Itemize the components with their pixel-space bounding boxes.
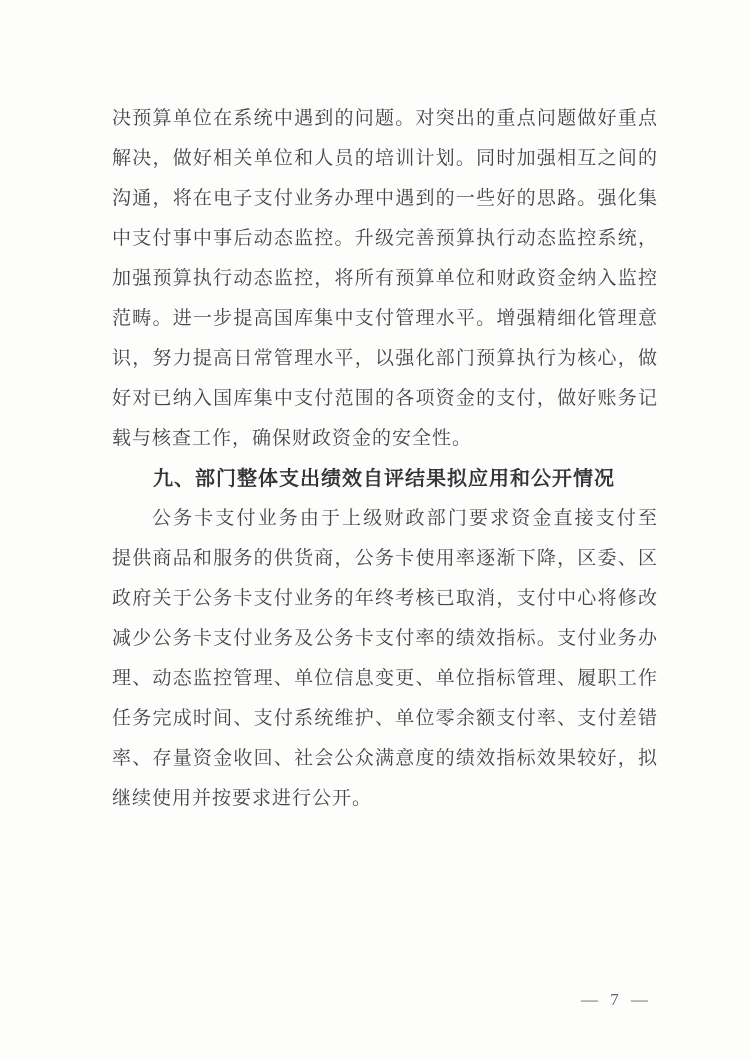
text-line: 范畴。进一步提高国库集中支付管理水平。增强精细化管理意 xyxy=(112,308,658,329)
section-heading: 九、部门整体支出绩效自评结果拟应用和公开情况 xyxy=(153,468,615,490)
text-line: 公务卡支付业务由于上级财政部门要求资金直接支付至 xyxy=(152,508,658,529)
text-line: 加强预算执行动态监控，将所有预算单位和财政资金纳入监控 xyxy=(112,268,658,289)
text-line: 提供商品和服务的供货商，公务卡使用率逐渐下降，区委、区 xyxy=(112,548,658,569)
text-line: 好对已纳入国库集中支付范围的各项资金的支付，做好账务记 xyxy=(112,388,658,409)
text-line: 减少公务卡支付业务及公务卡支付率的绩效指标。支付业务办 xyxy=(112,628,658,649)
document-text-block xyxy=(112,99,658,819)
text-line: 政府关于公务卡支付业务的年终考核已取消，支付中心将修改 xyxy=(112,588,658,609)
text-line: 识，努力提高日常管理水平，以强化部门预算执行为核心，做 xyxy=(112,348,658,369)
paragraph-continuation xyxy=(112,99,658,459)
text-line: 载与核查工作，确保财政资金的安全性。 xyxy=(112,428,473,449)
page-footer xyxy=(581,988,650,1012)
text-line: 解决，做好相关单位和人员的培训计划。同时加强相互之间的 xyxy=(112,148,658,169)
text-line: 继续使用并按要求进行公开。 xyxy=(112,788,373,809)
paragraph-body xyxy=(112,499,658,819)
text-line: 任务完成时间、支付系统维护、单位零余额支付率、支付差错 xyxy=(112,708,658,729)
text-line: 沟通，将在电子支付业务办理中遇到的一些好的思路。强化集 xyxy=(112,188,658,209)
page-number: — 7 — xyxy=(581,990,650,1009)
text-line: 中支付事中事后动态监控。升级完善预算执行动态监控系统， xyxy=(112,228,658,249)
text-line: 决预算单位在系统中遇到的问题。对突出的重点问题做好重点 xyxy=(112,108,658,129)
text-line: 率、存量资金收回、社会公众满意度的绩效指标效果较好，拟 xyxy=(112,748,658,769)
text-line: 理、动态监控管理、单位信息变更、单位指标管理、履职工作 xyxy=(112,668,658,689)
